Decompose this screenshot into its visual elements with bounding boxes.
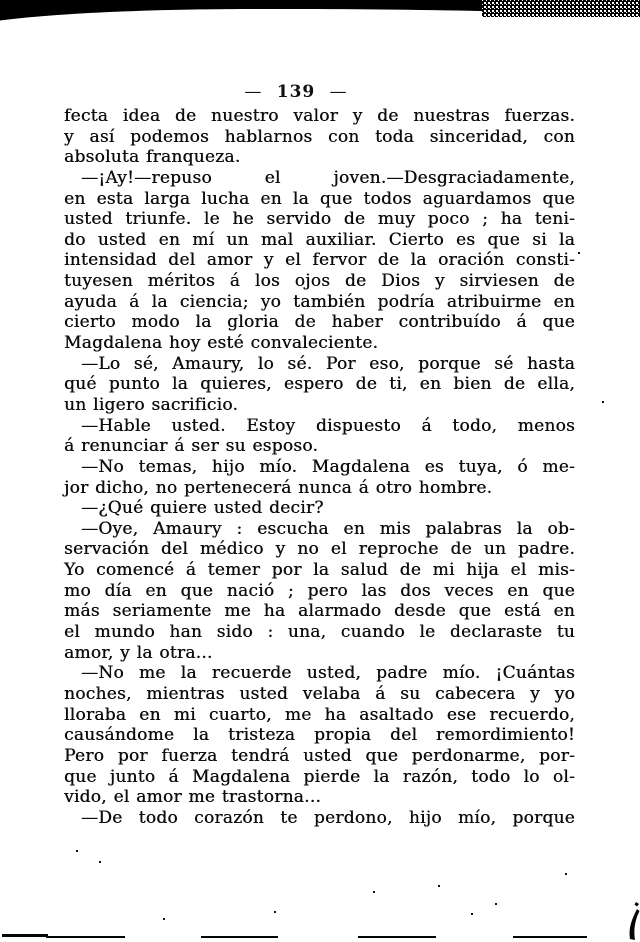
text-line: ayuda á la ciencia; yo también podría atribuirme en bbox=[64, 291, 575, 312]
text-line: Pero por fuerza tendrá usted que perdonarme, por- bbox=[64, 745, 575, 766]
text-line: amor, y la otra... bbox=[64, 642, 213, 663]
text-line: —Lo sé, Amaury, lo sé. Por eso, porque sé hasta bbox=[81, 353, 575, 374]
text-line: servación del médico y no el reproche de un padre. bbox=[64, 539, 575, 560]
text-line: mo día en que nació ; pero las dos veces en que bbox=[64, 580, 575, 601]
scan-speck bbox=[578, 252, 580, 254]
text-line: —No temas, hijo mío. Magdalena es tuya, ó me- bbox=[81, 456, 575, 477]
text-line: en esta larga lucha en la que todos aguardamos que bbox=[64, 188, 575, 209]
scan-speck bbox=[163, 918, 165, 920]
text-line: el mundo han sido : una, cuando le declaraste tu bbox=[64, 622, 575, 643]
text-line: —De todo corazón te perdono, hijo mío, porque bbox=[81, 807, 575, 828]
scan-speck bbox=[76, 850, 78, 852]
scan-bottom-dash bbox=[358, 936, 436, 938]
text-line: y así podemos hablarnos con toda sinceridad, con bbox=[64, 126, 575, 147]
text-line: Yo comencé á temer por la salud de mi hija el mis- bbox=[64, 560, 575, 581]
header-left-dash: — bbox=[244, 82, 263, 102]
scan-speck bbox=[495, 903, 497, 905]
text-line: intensidad del amor y el fervor de la oración consti- bbox=[64, 250, 575, 271]
text-line: causándome la tristeza propia del remordimiento! bbox=[64, 725, 575, 746]
scan-bottom-dash bbox=[201, 936, 278, 938]
scan-speck bbox=[602, 401, 604, 403]
text-line: —Hable usted. Estoy dispuesto á todo, menos bbox=[81, 415, 575, 436]
body-text-block bbox=[64, 106, 575, 828]
text-line: —Oye, Amaury : escucha en mis palabras la ob- bbox=[81, 518, 575, 539]
text-line: Magdalena hoy esté convaleciente. bbox=[64, 333, 379, 354]
scan-speck bbox=[274, 911, 276, 913]
text-line: qué punto la quieres, espero de ti, en bien de ella, bbox=[64, 374, 575, 395]
text-line: noches, mientras usted velaba á su cabecera y yo bbox=[64, 683, 575, 704]
text-line: vido, el amor me trastorna... bbox=[64, 787, 322, 808]
text-line: usted triunfe. le he servido de muy poco ; ha teni- bbox=[64, 209, 575, 230]
scan-speck bbox=[471, 913, 473, 915]
text-line: que junto á Magdalena pierde la razón, todo lo ol- bbox=[64, 766, 575, 787]
text-line: —No me la recuerde usted, padre mío. ¡Cuántas bbox=[81, 663, 575, 684]
scan-speck bbox=[99, 861, 101, 863]
text-line: tuyesen méritos á los ojos de Dios y sirviesen de bbox=[64, 271, 575, 292]
scan-speck bbox=[373, 891, 375, 893]
ink-squiggle-mark bbox=[624, 894, 640, 942]
text-line: do usted en mí un mal auxiliar. Cierto es que si la bbox=[64, 229, 575, 250]
scan-bottom-dash bbox=[513, 936, 587, 938]
scan-top-edge-band bbox=[0, 0, 640, 26]
text-line: absoluta franqueza. bbox=[64, 147, 241, 168]
text-line: á renunciar á ser su esposo. bbox=[64, 436, 319, 457]
page-number-header bbox=[0, 82, 616, 102]
text-line: —¿Qué quiere usted decir? bbox=[81, 498, 324, 519]
text-line: un ligero sacrificio. bbox=[64, 394, 239, 415]
text-line: —¡Ay!—repuso el joven.—Desgraciadamente, bbox=[81, 167, 575, 188]
text-line: más seriamente me ha alarmado desde que está en bbox=[64, 601, 575, 622]
page-number: 139 bbox=[276, 82, 316, 102]
text-line: lloraba en mi cuarto, me ha asaltado ese recuerdo, bbox=[64, 704, 575, 725]
scan-speck bbox=[565, 873, 567, 875]
header-right-dash: — bbox=[329, 82, 348, 102]
scan-bottom-dash bbox=[46, 936, 125, 938]
scan-bottom-dash bbox=[2, 934, 48, 937]
text-line: jor dicho, no pertenecerá nunca á otro hombre. bbox=[64, 477, 493, 498]
text-line: fecta idea de nuestro valor y de nuestras fuerzas. bbox=[64, 106, 575, 126]
text-line: cierto modo la gloria de haber contribuído á que bbox=[64, 312, 575, 333]
scan-speck bbox=[438, 885, 440, 887]
